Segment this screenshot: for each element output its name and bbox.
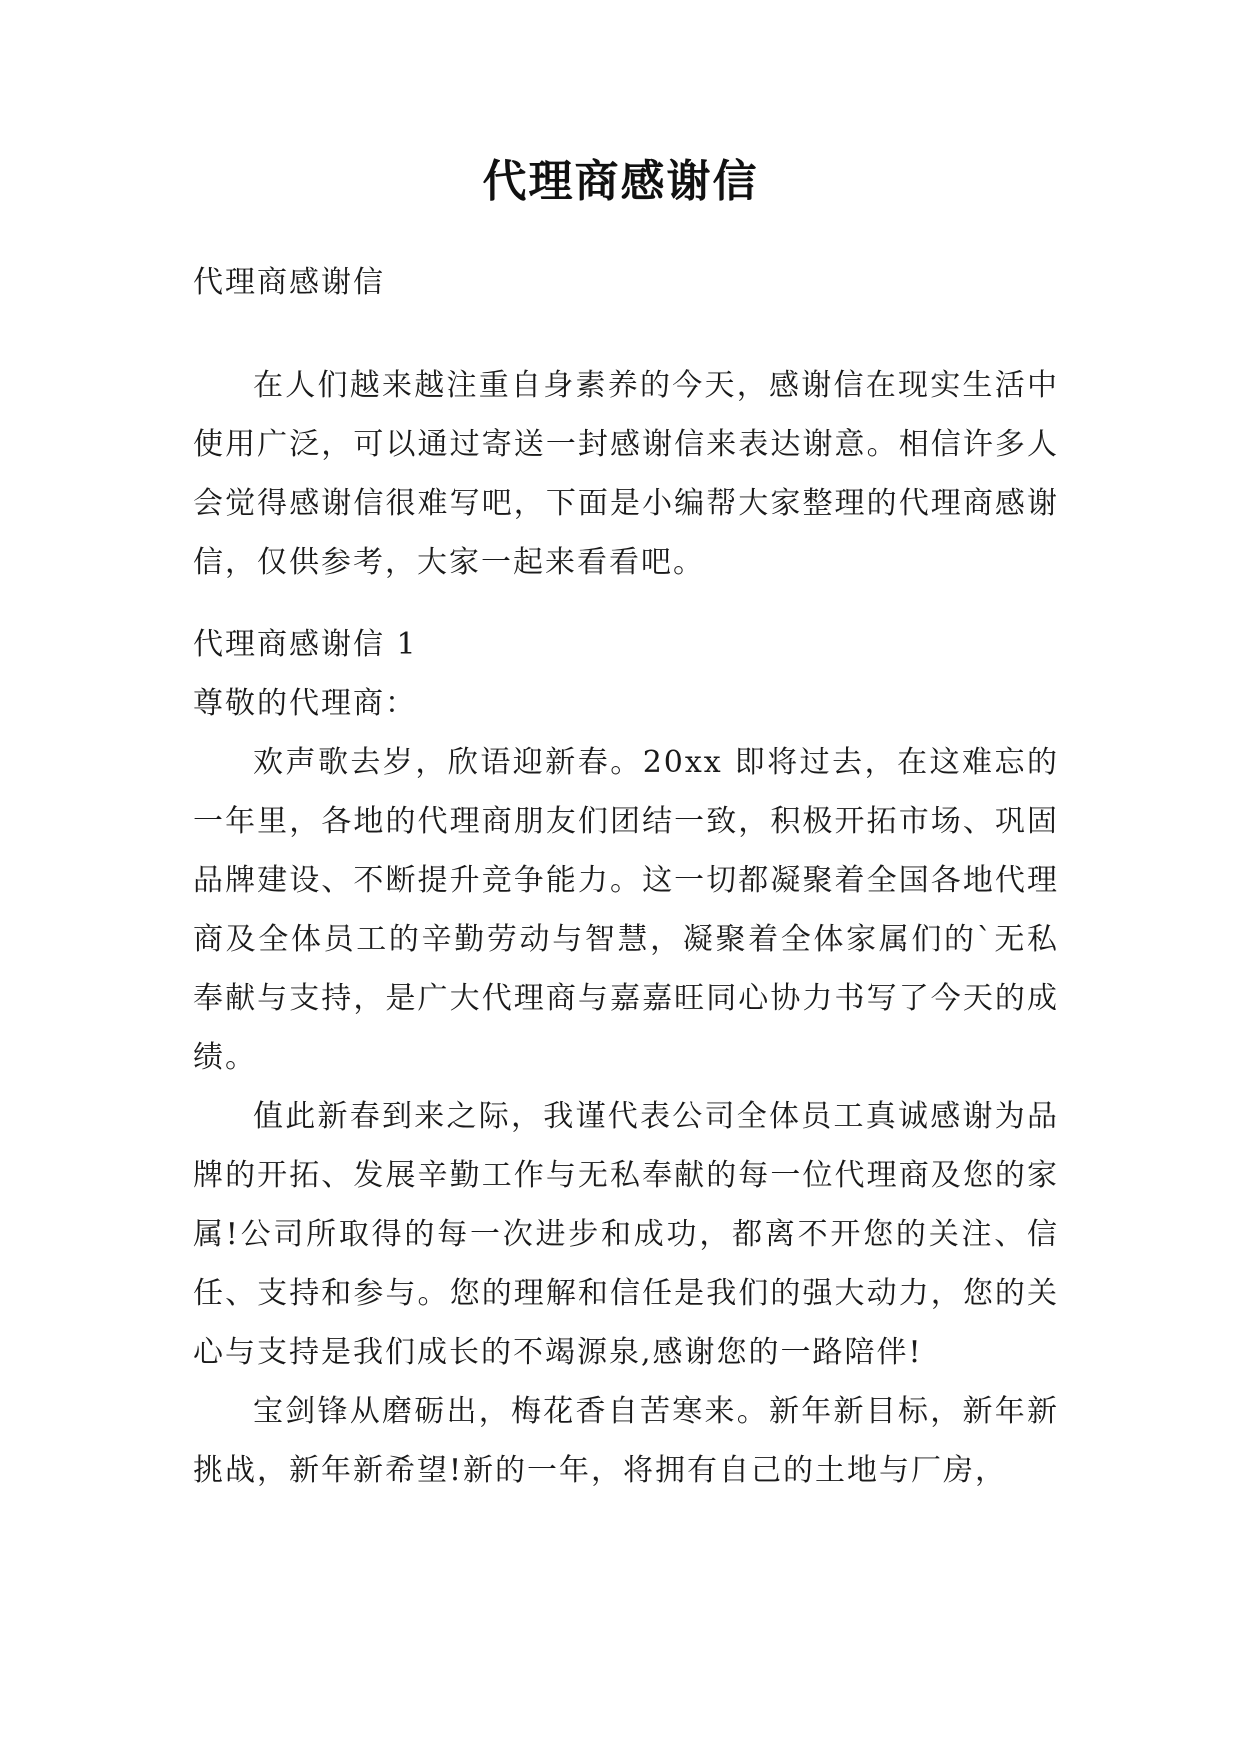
salutation: 尊敬的代理商： (193, 686, 417, 721)
section-heading: 代理商感谢信 1 (193, 627, 418, 662)
subtitle-block (193, 253, 1059, 312)
body-paragraph: 宝剑锋从磨砺出，梅花香自苦寒来。新年新目标，新年新挑战，新年新希望!新的一年，将拥有自己的土地与厂房， (193, 1394, 1059, 1488)
letter-body (193, 615, 1059, 1500)
document-title: 代理商感谢信 (482, 156, 759, 207)
document-subtitle: 代理商感谢信 (193, 265, 385, 300)
intro-block (193, 356, 1059, 592)
body-paragraph: 欢声歌去岁，欣语迎新春。20xx 即将过去，在这难忘的一年里，各地的代理商朋友们团结一致，积极开拓市场、巩固品牌建设、不断提升竞争能力。这一切都凝聚着全国各地代理商及全体员工的辛勤劳动与智慧，凝聚着全体家属们的`无私奉献与支持，是广大代理商与嘉嘉旺同心协力书写了今天的成绩。 (193, 745, 1059, 1075)
intro-paragraph: 在人们越来越注重自身素养的今天，感谢信在现实生活中使用广泛，可以通过寄送一封感谢信来表达谢意。相信许多人会觉得感谢信很难写吧，下面是小编帮大家整理的代理商感谢信，仅供参考，大家一起来看看吧。 (193, 368, 1059, 580)
body-paragraph: 值此新春到来之际，我谨代表公司全体员工真诚感谢为品牌的开拓、发展辛勤工作与无私奉献的每一位代理商及您的家属!公司所取得的每一次进步和成功，都离不开您的关注、信任、支持和参与。您的理解和信任是我们的强大动力，您的关心与支持是我们成长的不竭源泉,感谢您的一路陪伴! (193, 1099, 1059, 1370)
